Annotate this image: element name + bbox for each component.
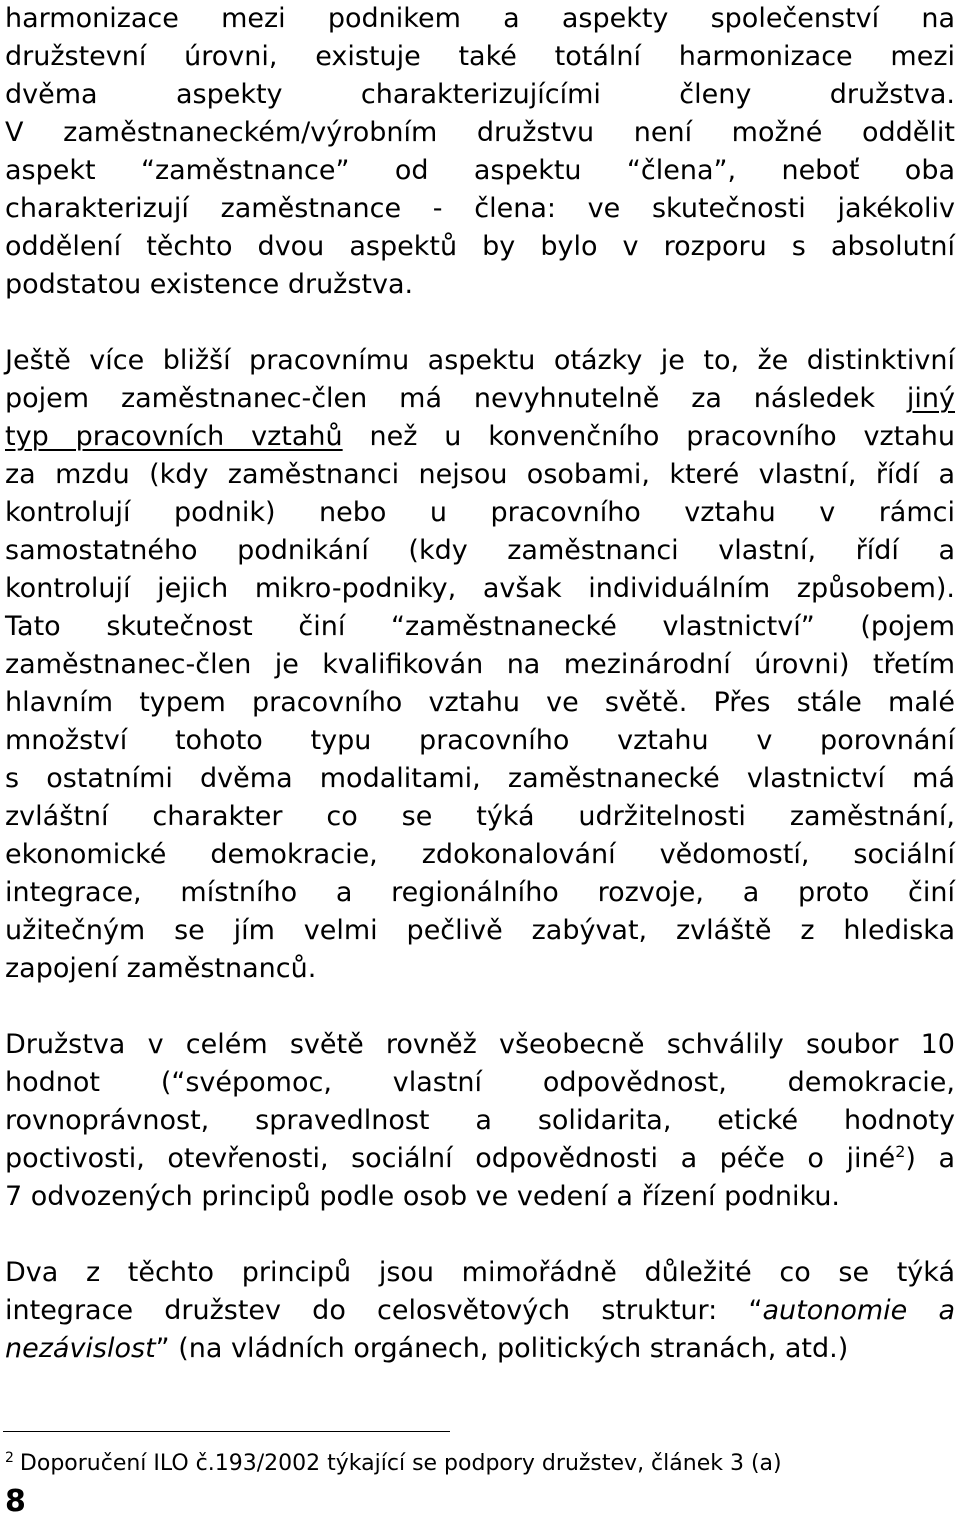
- text-segment: ” (na vládních orgánech, politických stranách, atd.): [155, 1333, 849, 1364]
- footnote: [5, 1449, 945, 1479]
- text-line: kontrolují podnik) nebo u pracovního vztahu v rámci: [5, 497, 955, 528]
- text-line: V zaměstnaneckém/výrobním družstvu není možné oddělit: [5, 117, 955, 148]
- footnote-marker: 2: [5, 1450, 14, 1466]
- text-line: užitečným se jím velmi pečlivě zabývat, zvláště z hlediska: [5, 915, 955, 946]
- text-line: [5, 1330, 955, 1368]
- page-number: 8: [5, 1484, 26, 1519]
- text-segment: pojem zaměstnanec-člen má nevyhnutelně za následek: [5, 383, 907, 414]
- text-line: zapojení zaměstnanců.: [5, 953, 317, 984]
- text-line: rovnoprávnost, spravedlnost a solidarita, etické hodnoty: [5, 1105, 955, 1136]
- italic-text: autonomie a: [762, 1295, 955, 1326]
- paragraph: [5, 1254, 955, 1368]
- footnote-reference-marker: 2: [895, 1142, 906, 1161]
- text-line: [5, 380, 955, 418]
- text-segment: než u konvenčního pracovního vztahu: [342, 421, 955, 452]
- text-line: charakterizují zaměstnance - člena: ve skutečnosti jakékoliv: [5, 193, 955, 224]
- text-line: harmonizace mezi podnikem a aspekty společenství na: [5, 3, 955, 34]
- text-line: zaměstnanec-člen je kvalifikován na mezinárodní úrovni) třetím: [5, 649, 955, 680]
- text-line: ekonomické demokracie, zdokonalování vědomostí, sociální: [5, 839, 955, 870]
- text-line: [5, 1292, 955, 1330]
- document-body: [5, 0, 955, 1406]
- text-line: aspekt “zaměstnance” od aspektu “člena”, neboť oba: [5, 155, 955, 186]
- text-segment: integrace družstev do celosvětových struktur: “: [5, 1295, 763, 1326]
- text-line: množství tohoto typu pracovního vztahu v porovnání: [5, 725, 955, 756]
- text-line: hodnot (“svépomoc, vlastní odpovědnost, demokracie,: [5, 1067, 955, 1098]
- text-line: Ještě více bližší pracovnímu aspektu otázky je to, že distinktivní: [5, 345, 955, 376]
- text-line: samostatného podnikání (kdy zaměstnanci vlastní, řídí a: [5, 535, 955, 566]
- paragraph: [5, 342, 955, 988]
- text-line: družstevní úrovni, existuje také totální harmonizace mezi: [5, 41, 955, 72]
- text-line: integrace, místního a regionálního rozvoje, a proto činí: [5, 877, 955, 908]
- footnote-text: Doporučení ILO č.193/2002 týkající se podpory družstev, článek 3 (a): [19, 1451, 782, 1476]
- text-line: Tato skutečnost činí “zaměstnanecké vlastnictví” (pojem: [5, 611, 955, 642]
- text-line: zvláštní charakter co se týká udržitelnosti zaměstnání,: [5, 801, 955, 832]
- text-segment: poctivosti, otevřenosti, sociální odpovědnosti a péče o jiné: [5, 1143, 896, 1174]
- text-line: [5, 1140, 955, 1178]
- italic-text: nezávislost: [5, 1333, 156, 1364]
- text-line: Dva z těchto principů jsou mimořádně důležité co se týká: [5, 1257, 955, 1288]
- text-segment: ) a: [905, 1143, 955, 1174]
- underlined-text: jiný: [906, 383, 955, 414]
- underlined-text: typ pracovních vztahů: [5, 421, 343, 452]
- text-line: [5, 418, 955, 456]
- text-line: s ostatními dvěma modalitami, zaměstnanecké vlastnictví má: [5, 763, 955, 794]
- paragraph: [5, 0, 955, 304]
- text-line: Družstva v celém světě rovněž všeobecně schválily soubor 10: [5, 1029, 955, 1060]
- text-line: za mzdu (kdy zaměstnanci nejsou osobami, které vlastní, řídí a: [5, 459, 955, 490]
- text-line: kontrolují jejich mikro-podniky, avšak individuálním způsobem).: [5, 573, 955, 604]
- text-line: dvěma aspekty charakterizujícími členy družstva.: [5, 79, 955, 110]
- footnote-separator: [3, 1431, 450, 1432]
- text-line: 7 odvozených principů podle osob ve vedení a řízení podniku.: [5, 1181, 841, 1212]
- paragraph: [5, 1026, 955, 1216]
- text-line: oddělení těchto dvou aspektů by bylo v rozporu s absolutní: [5, 231, 955, 262]
- text-line: hlavním typem pracovního vztahu ve světě. Přes stále malé: [5, 687, 955, 718]
- text-line: podstatou existence družstva.: [5, 269, 414, 300]
